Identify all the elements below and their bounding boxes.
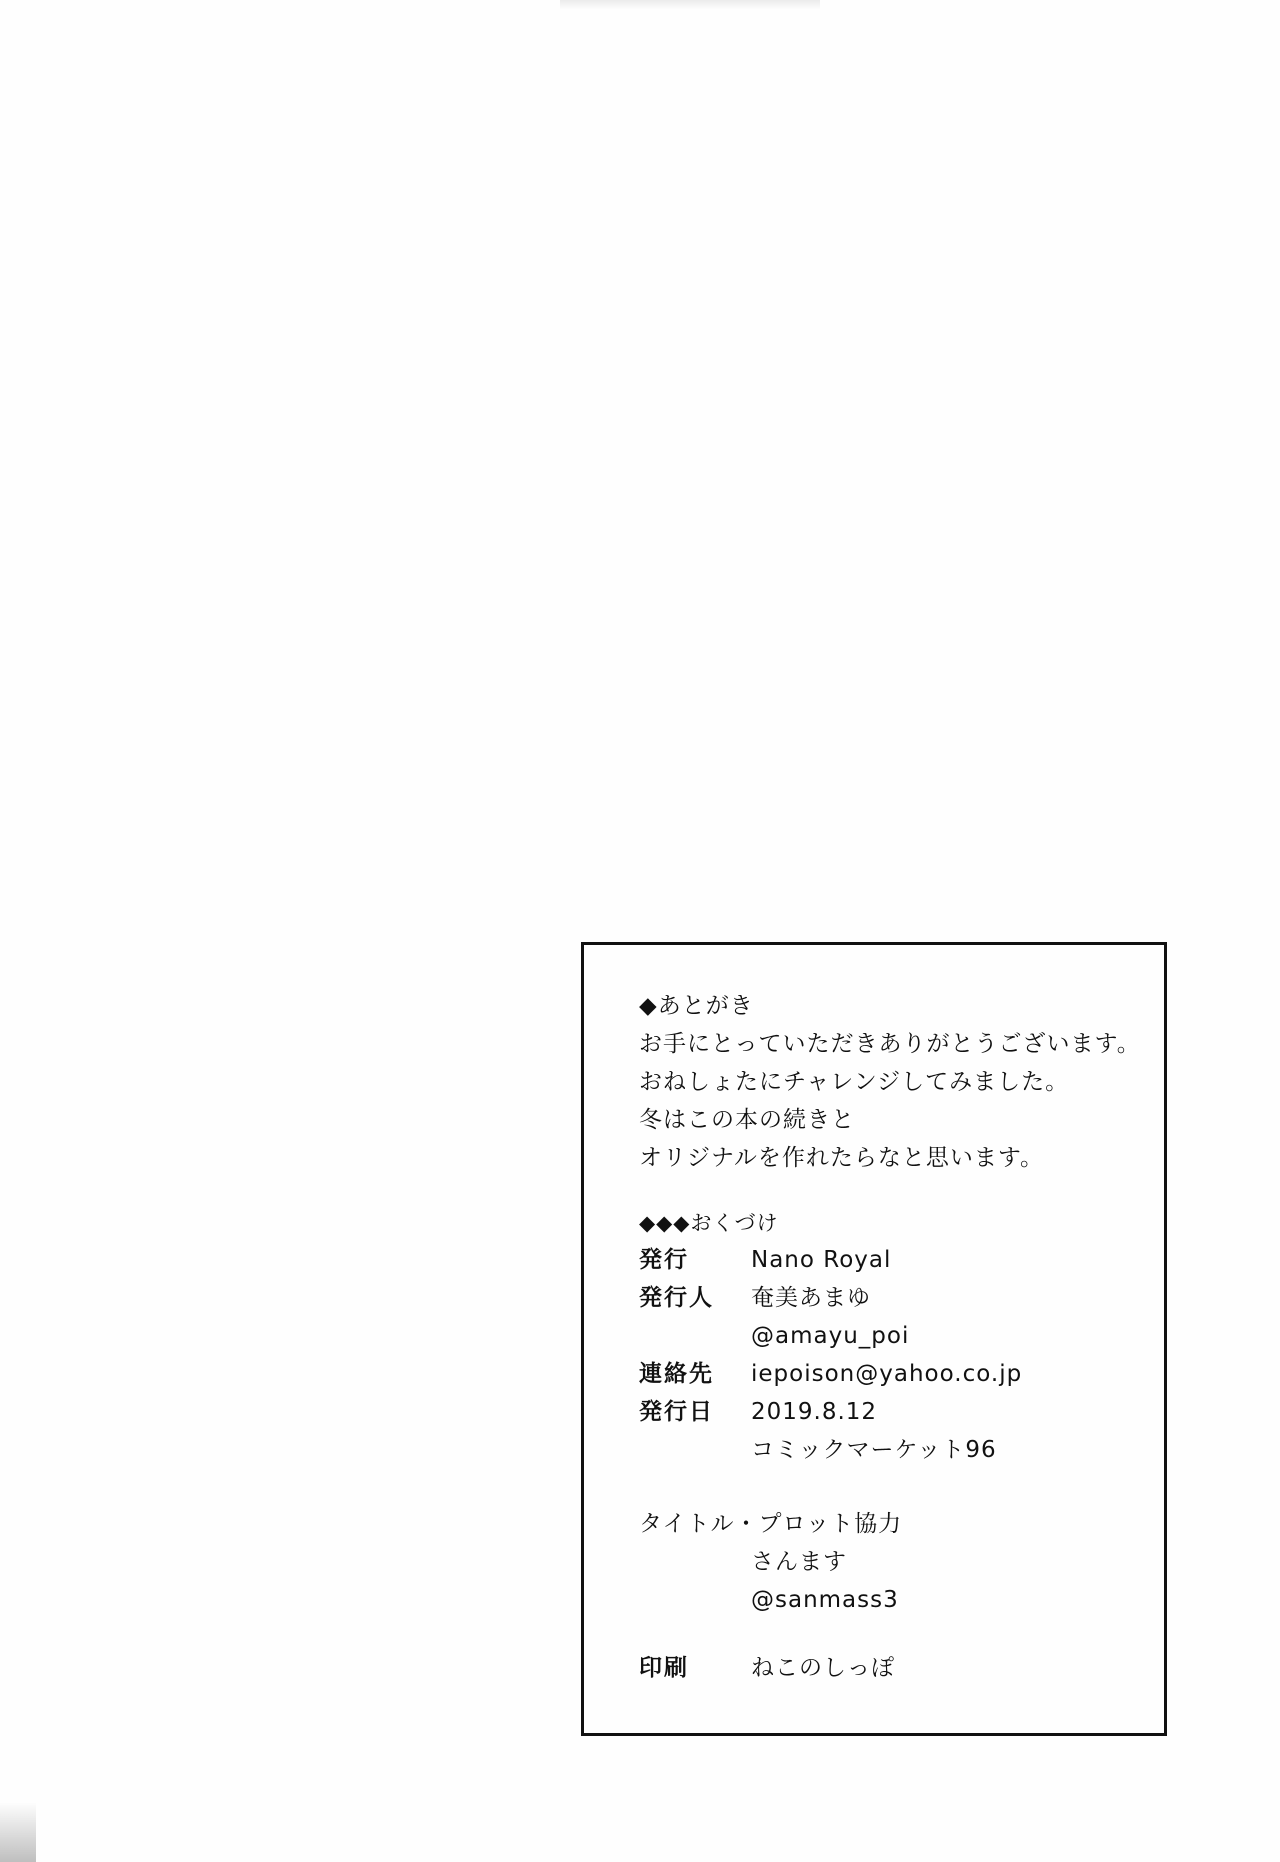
spacer [639, 1619, 1159, 1649]
credit-label-row [639, 1505, 1159, 1543]
credit-label: タイトル・プロット協力 [639, 1511, 903, 1537]
date-label: 発行日 [639, 1399, 714, 1425]
event-row [639, 1431, 1159, 1469]
issuer-value: 奄美あまゆ [751, 1285, 871, 1311]
event-value: コミックマーケット96 [751, 1437, 997, 1463]
contact-value: iepoison@yahoo.co.jp [751, 1361, 1023, 1387]
scan-edge-shadow [560, 0, 820, 10]
afterword-line: おねしょたにチャレンジしてみました。 [639, 1069, 1070, 1095]
print-row [639, 1649, 1159, 1687]
empty-label [639, 1317, 751, 1355]
afterword-line: お手にとっていただきありがとうございます。 [639, 1031, 1141, 1057]
credit-name-row [639, 1543, 1159, 1581]
credit-name: さんます [751, 1549, 847, 1575]
contact-label: 連絡先 [639, 1361, 714, 1387]
scan-corner-shadow [0, 1802, 36, 1862]
colophon-heading: ◆◆◆おくづけ [639, 1211, 779, 1235]
publisher-value: Nano Royal [751, 1247, 892, 1273]
empty-label [639, 1431, 751, 1469]
colophon-section [639, 1205, 1159, 1687]
afterword-line: 冬はこの本の続きと [639, 1107, 855, 1133]
issuer-handle: @amayu_poi [751, 1323, 910, 1349]
contact-row [639, 1355, 1159, 1393]
credit-handle: @sanmass3 [751, 1587, 899, 1613]
print-value: ねこのしっぽ [751, 1655, 895, 1681]
issuer-row [639, 1279, 1159, 1317]
afterword-section [639, 987, 1159, 1177]
publisher-label: 発行 [639, 1247, 689, 1273]
date-row [639, 1393, 1159, 1431]
publisher-row [639, 1241, 1159, 1279]
empty-label [639, 1581, 751, 1619]
empty-label [639, 1543, 751, 1581]
date-value: 2019.8.12 [751, 1399, 878, 1425]
afterword-heading: ◆あとがき [639, 993, 754, 1019]
issuer-handle-row [639, 1317, 1159, 1355]
spacer [639, 1469, 1159, 1505]
issuer-label: 発行人 [639, 1285, 714, 1311]
colophon-frame [581, 942, 1167, 1736]
afterword-line: オリジナルを作れたらなと思います。 [639, 1145, 1045, 1171]
credit-handle-row [639, 1581, 1159, 1619]
print-label: 印刷 [639, 1655, 689, 1681]
